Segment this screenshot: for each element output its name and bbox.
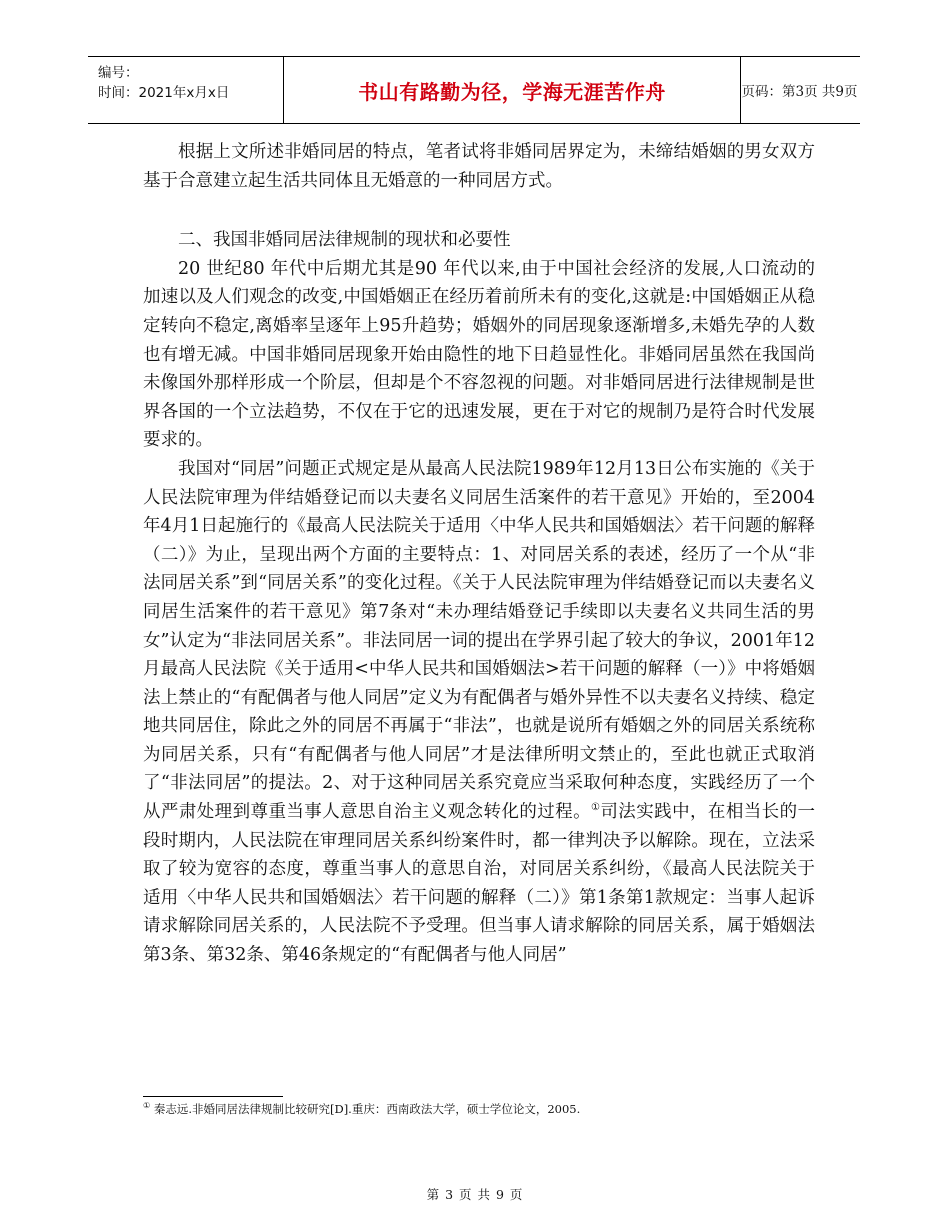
document-body (143, 138, 815, 970)
footnote (143, 1101, 580, 1117)
footnote-mark: ① (143, 1101, 151, 1111)
footnote-reference: ① (591, 802, 601, 814)
header-page-info: 页码：第3页 共9页 (741, 84, 858, 100)
paragraph-status: 20 世纪80 年代中后期尤其是90 年代以来,由于中国社会经济的发展,人口流动的加速以及人们观念的改变,中国婚姻正在经历着前所未有的变化,这就是:中国婚姻正从稳定转向不稳定,离婚率呈逐年上95升趋势；婚姻外的同居现象逐渐增多,未婚先孕的人数也有增无减。中国非婚同居现象开始由隐性的地下日趋显性化。非婚同居虽然在我国尚未像国外那样形成一个阶层，但却是个不容忽视的问题。对非婚同居进行法律规制是世界各国的一个立法趋势，不仅在于它的迅速发展，更在于对它的规制乃是符合时代发展要求的。 (143, 258, 815, 451)
footnote-text: 秦志远.非婚同居法律规制比较研究[D].重庆：西南政法大学，硕士学位论文，2005. (150, 1102, 581, 1116)
paragraph-definition: 根据上文所述非婚同居的特点，笔者试将非婚同居界定为，未缔结婚姻的男女双方基于合意建立起生活共同体且无婚意的一种同居方式。 (143, 142, 815, 191)
paragraph-regulation-part1: 我国对“同居”问题正式规定是从最高人民法院1989年12月13日公布实施的《关于人民法院审理为伴结婚登记而以夫妻名义同居生活案件的若干意见》开始的，至2004年4月1日起施行的《最高人民法院关于适用〈中华人民共和国婚姻法〉若干问题的解释（二）》为止，呈现出两个方面的主要特点：1、对同居关系的表述，经历了一个从“非法同居关系”到“同居关系”的变化过程。《关于人民法院审理为伴结婚登记而以夫妻名义同居生活案件的若干意见》第7条对“未办理结婚登记手续即以夫妻名义共同生活的男女”认定为“非法同居关系”。非法同居一词的提出在学界引起了较大的争议，2001年12月最高人民法院《关于适用<中华人民共和国婚姻法>若干问题的解释（一）》中将婚姻法上禁止的“有配偶者与他人同居”定义为有配偶者与婚外异性不以夫妻名义持续、稳定地共同居住，除此之外的同居不再属于“非法”，也就是说所有婚姻之外的同居关系统称为同居关系，只有“有配偶者与他人同居”才是法律所明文禁止的，至此也就正式取消了“非法同居”的提法。2、对于这种同居关系究竟应当采取何种态度，实践经历了一个从严肃处理到尊重当事人意思自治主义观念转化的过程。 (143, 458, 815, 823)
page-footer: 第 3 页 共 9 页 (426, 1187, 524, 1202)
paragraph-regulation (143, 455, 815, 970)
section-heading: 二、我国非婚同居法律规制的现状和必要性 (178, 230, 511, 251)
paragraph-regulation-part2: 司法实践中，在相当长的一段时期内，人民法院在审理同居关系纠纷案件时，都一律判决予以解除。现在，立法采取了较为宽容的态度，尊重当事人的意思自治，对同居关系纠纷，《最高人民法院关于适用〈中华人民共和国婚姻法〉若干问题的解释（二）》第1条第1款规定：当事人起诉请求解除同居关系的，人民法院不予受理。但当事人请求解除的同居关系，属于婚姻法第3条、第32条、第46条规定的“有配偶者与他人同居” (143, 802, 816, 966)
header-meta (88, 57, 283, 123)
document-time-label: 时间：2021年x月x日 (98, 85, 230, 101)
document-number-label: 编号： (98, 65, 139, 81)
header-motto: 书山有路勤为径，学海无涯苦作舟 (283, 57, 741, 123)
footnote-divider (143, 1096, 283, 1097)
page-header (88, 56, 860, 124)
